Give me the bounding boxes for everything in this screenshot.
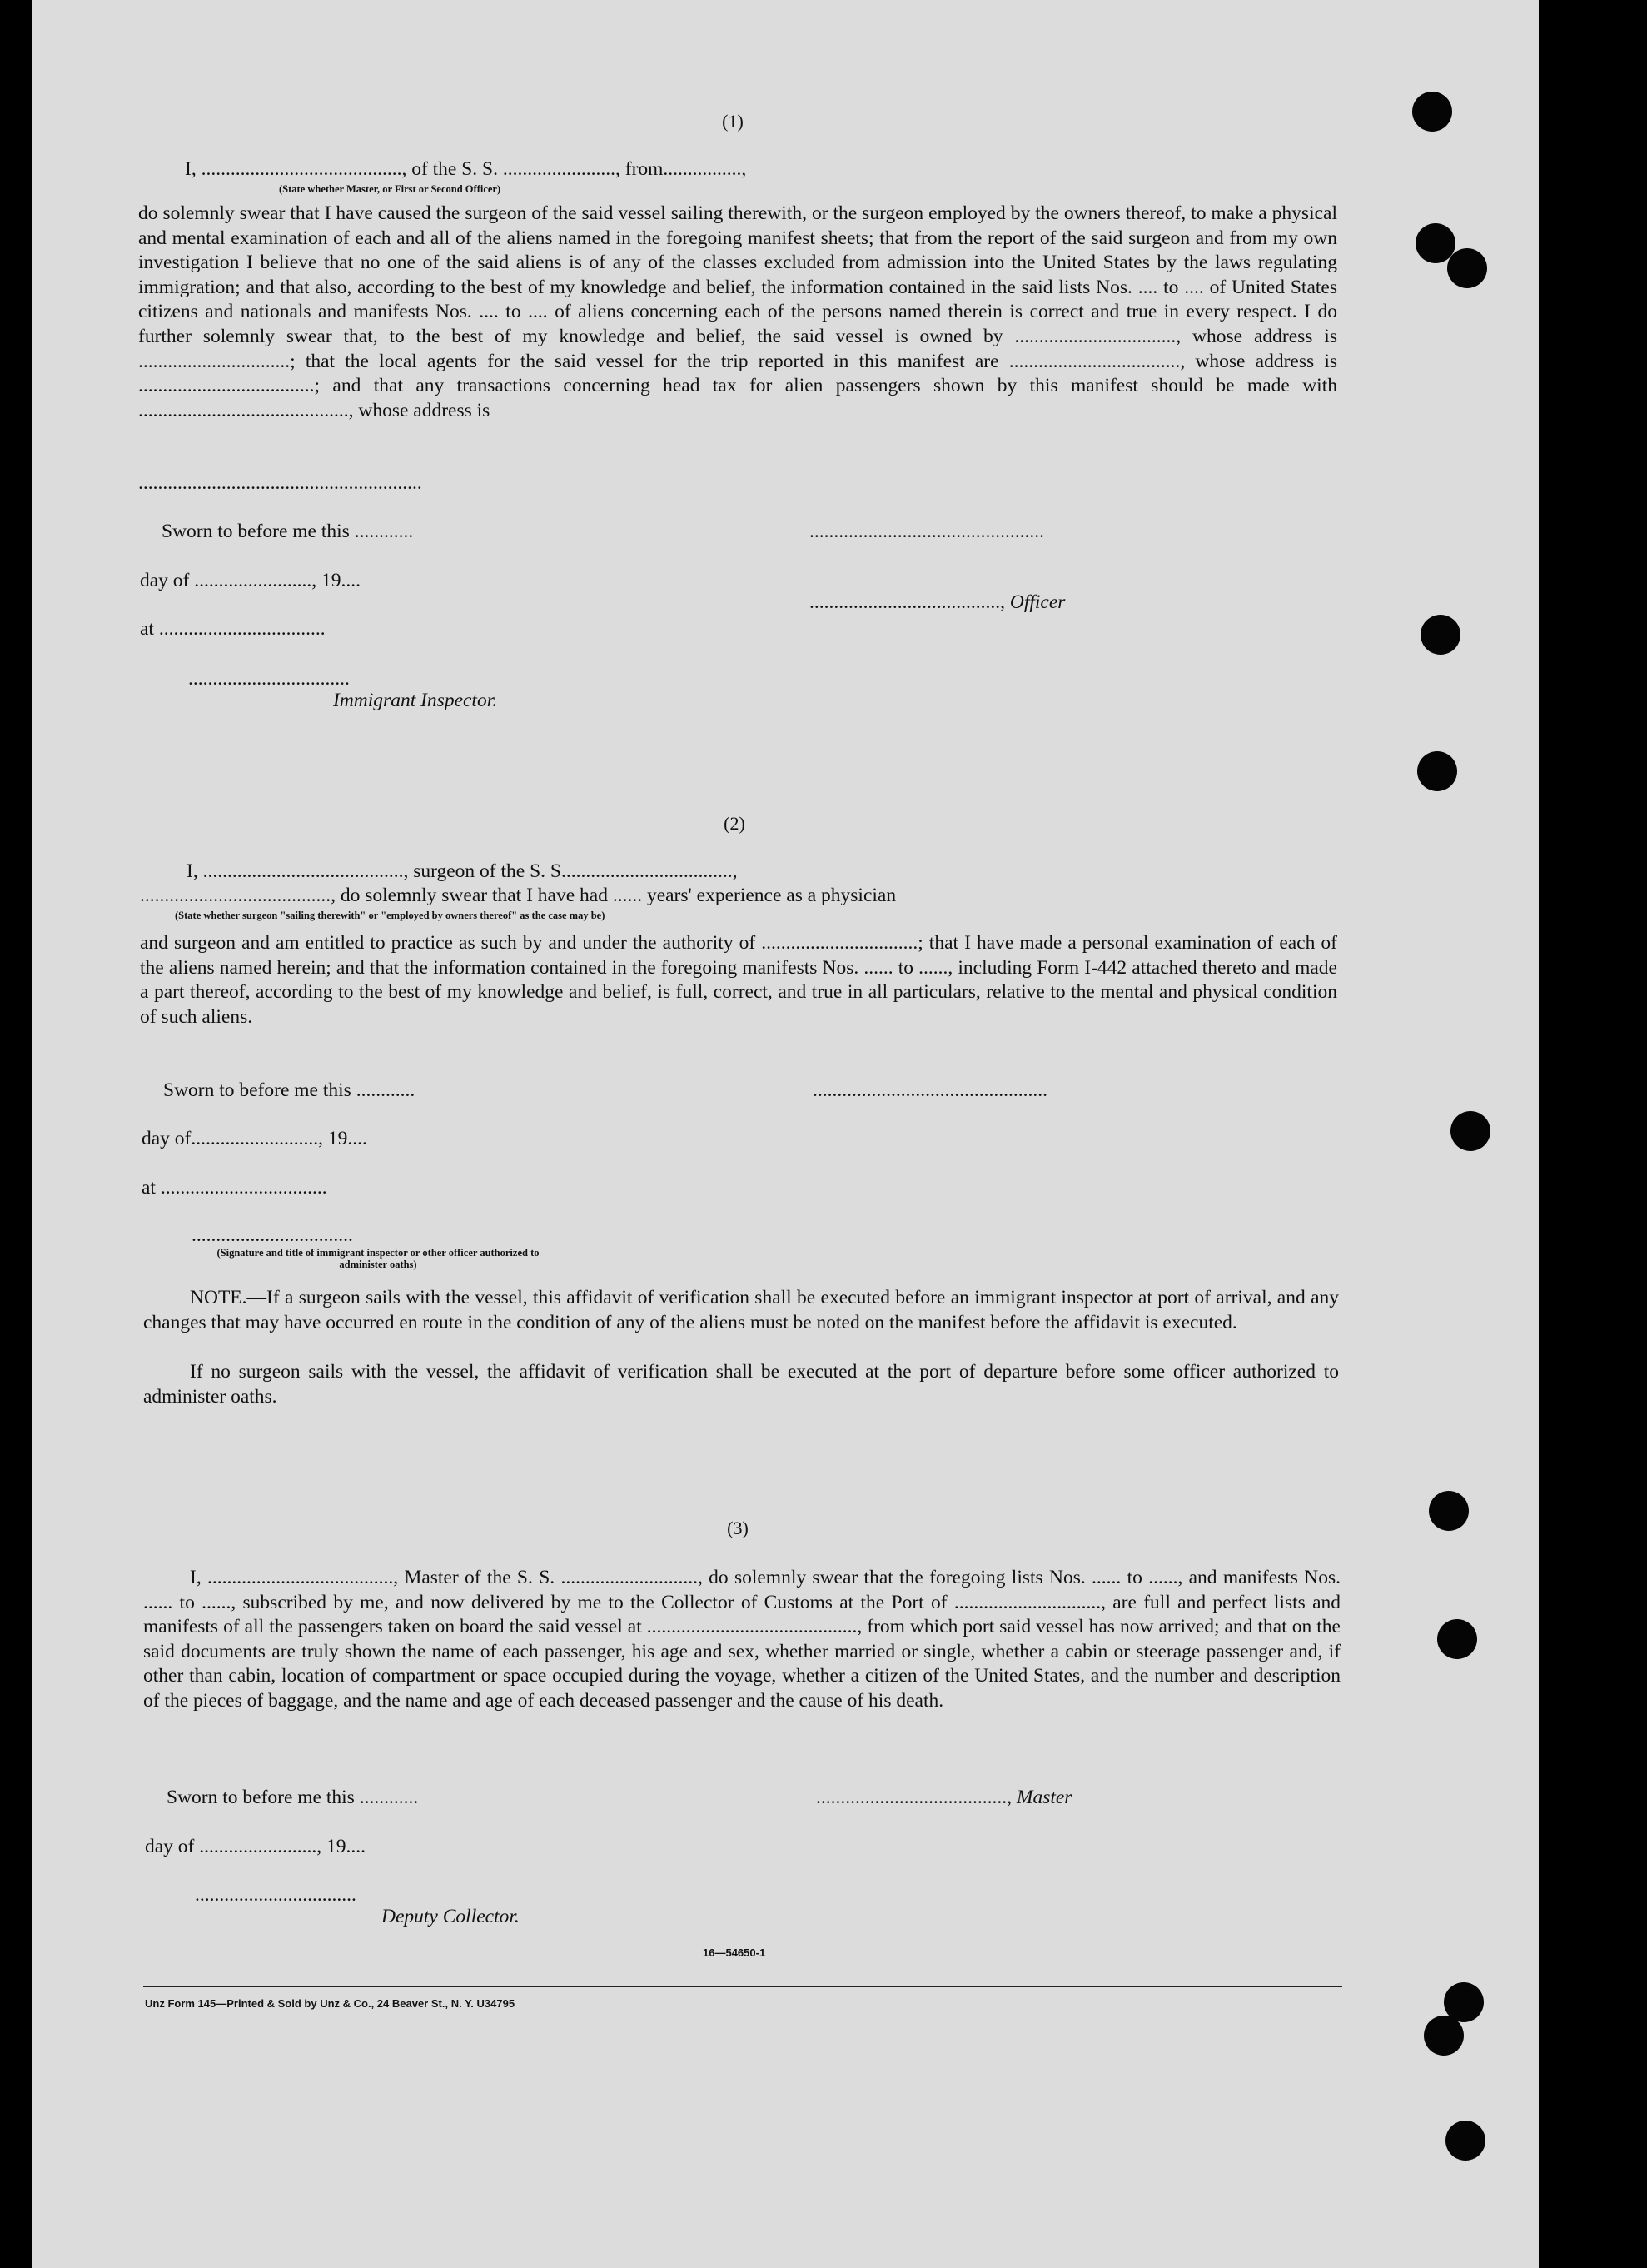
section-3-deputy-label: Deputy Collector. [381,1906,520,1927]
section-3-day: day of ........................, 19.... [145,1836,366,1857]
form-code: 16—54650-1 [703,1946,766,1959]
section-3-master-line: ......................................., Master [816,1787,1072,1808]
section-3-deputy-dots: ................................. [195,1884,356,1906]
section-2-note [143,1286,1339,1335]
section-1-officer-line: ......................................., Officer [809,591,1066,613]
section-1-signature-line: ................................................ [809,521,1044,542]
section-1-inspector-dots: ................................. [188,668,350,690]
officer-label: Officer [1009,591,1066,613]
section-1-officer-note: (State whether Master, or First or Second Officer) [279,183,501,195]
section-2-surgeon-note: (State whether surgeon "sailing therewith" or "employed by owners thereof" as the case may be) [175,910,605,921]
section-1-last-line: .......................................................... [138,472,422,494]
section-3-sworn: Sworn to before me this ............ [167,1787,419,1808]
section-2-number: (2) [724,813,745,834]
section-1-sworn: Sworn to before me this ............ [162,521,414,542]
section-1-number: (1) [722,111,744,132]
section-2-day: day of.........................., 19.... [142,1128,367,1149]
section-2-signature-dots: ................................. [192,1224,353,1246]
section-3-number: (3) [727,1518,749,1538]
section-2-line-1: I, ........................................., surgeon of the S. S..................................., [187,860,738,882]
master-label: Master [1016,1787,1072,1808]
section-1-day: day of ........................, 19.... [140,570,361,591]
section-2-signature-note: (Signature and title of immigrant inspector or other officer authorized to administer oaths) [216,1247,540,1270]
section-1-body: do solemnly swear that I have caused the surgeon of the said vessel sailing therewith, or the surgeon employed by the owners thereof, to make a physical and mental examination of each and all of the aliens named in the foregoing manifest sheets; that from the report of the said surgeon and from my own investigation I believe that no one of the said aliens is of any of the classes excluded from admission into the United States by the laws regulating immigration; and that also, according to the best of my knowledge and belief, the information contained in the said lists Nos. .... to .... of United States citizens and nationals and manifests Nos. .... to .... of aliens concerning each of the persons named therein is correct and true in every respect. I do further solemnly swear that, to the best of my knowledge and belief, the said vessel is owned by ................................., whose address is ...............................; that the local agents for the said vessel for the trip reported in this manifest are ..................................., whose address is ....................................; and that any transactions concerning head tax for alien passengers shown by this manifest should be made with ..........................................., whose address is [138,202,1337,421]
section-2-signature-line: ................................................ [813,1079,1047,1101]
section-2-line-2: ......................................., do solemnly swear that I have had ...... years' experience as a physician [140,885,897,906]
printer-footer: Unz Form 145—Printed & Sold by Unz & Co., 24 Beaver St., N. Y. U34795 [145,1997,515,2010]
section-1-at: at .................................. [140,618,326,640]
footer-rule [143,1986,1342,1987]
section-2-body: and surgeon and am entitled to practice as such by and under the authority of ................................; that I have made a personal examination of each of the aliens named herein; and that the information contained in the foregoing manifests Nos. ...... to ......, including Form I-442 attached thereto and made a part thereof, according to the best of my knowledge and belief, is full, correct, and true in all particulars, relative to the mental and physical condition of such aliens. [140,932,1337,1028]
section-3-body: I, ......................................, Master of the S. S. ............................, do solemnly swear that the foregoing lists Nos. ...... to ......, and manifests Nos. ...... to ......, subscribed by me, and now delivered by me to the Collector of Customs at the Port of .............................., are full and perfect lists and manifests of all the passengers taken on board the said vessel at ..........................................., from which port said vessel has now arrived; and that on the said documents are truly shown the name of each passenger, his age and sex, whether married or single, whether a cabin or steerage passenger and, if other than cabin, location of compartment or space occupied during the voyage, whether a citizen of the United States, and the number and description of the pieces of baggage, and the name and age of each deceased passenger and the cause of his death. [143,1567,1341,1712]
section-1-inspector-label: Immigrant Inspector. [333,690,498,711]
section-2-note-paragraph-2: If no surgeon sails with the vessel, the affidavit of verification shall be executed at the port of departure before some officer authorized to administer oaths. [143,1361,1339,1408]
section-2-at: at .................................. [142,1177,327,1199]
note-body: —If a surgeon sails with the vessel, this affidavit of verification shall be executed before an immigrant inspector at port of arrival, and any changes that may have occurred en route in the condition of any of the aliens must be noted on the manifest before the affidavit is executed. [143,1287,1339,1333]
section-2-sworn: Sworn to before me this ............ [163,1079,415,1101]
note-heading: NOTE. [190,1287,247,1308]
section-1-line-1: I, ........................................., of the S. S. ......................., from................, [185,158,747,180]
